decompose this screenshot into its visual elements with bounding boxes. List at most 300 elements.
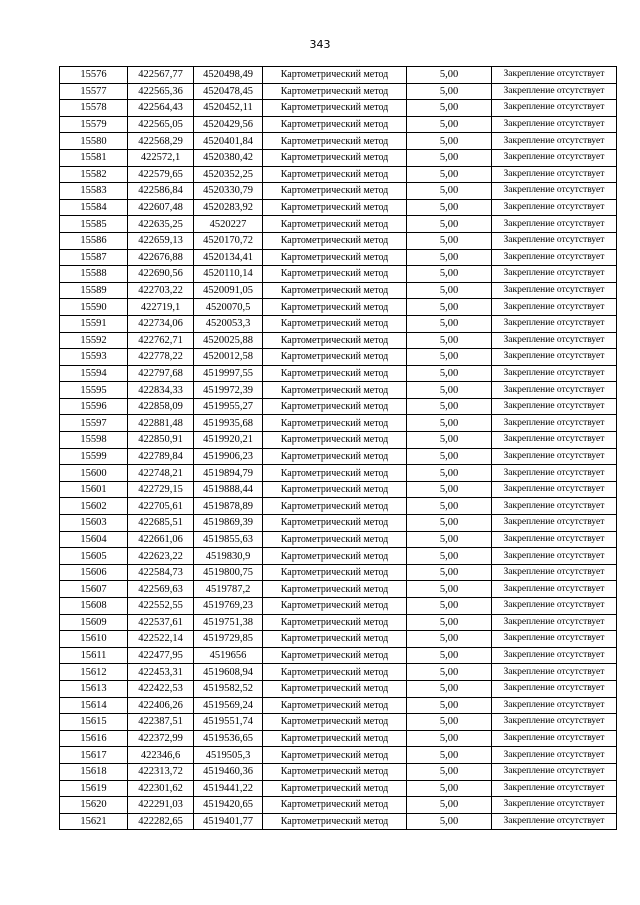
accuracy-cell: 5,00	[407, 199, 492, 216]
accuracy-cell: 5,00	[407, 216, 492, 233]
accuracy-cell: 5,00	[407, 349, 492, 366]
method-cell: Картометрический метод	[263, 183, 407, 200]
y-coordinate-cell: 4520380,42	[194, 149, 263, 166]
table-row	[60, 432, 617, 449]
point-number-cell: 15610	[60, 631, 128, 648]
y-coordinate-cell: 4520170,72	[194, 232, 263, 249]
x-coordinate-cell: 422579,65	[128, 166, 194, 183]
fixation-status-cell: Закрепление отсутствует	[492, 548, 617, 565]
point-number-cell: 15580	[60, 133, 128, 150]
method-cell: Картометрический метод	[263, 432, 407, 449]
method-cell: Картометрический метод	[263, 697, 407, 714]
accuracy-cell: 5,00	[407, 780, 492, 797]
point-number-cell: 15605	[60, 548, 128, 565]
table-row	[60, 415, 617, 432]
y-coordinate-cell: 4519441,22	[194, 780, 263, 797]
fixation-status-cell: Закрепление отсутствует	[492, 299, 617, 316]
x-coordinate-cell: 422584,73	[128, 564, 194, 581]
table-row	[60, 763, 617, 780]
y-coordinate-cell: 4519505,3	[194, 747, 263, 764]
method-cell: Картометрический метод	[263, 448, 407, 465]
method-cell: Картометрический метод	[263, 531, 407, 548]
table-row	[60, 199, 617, 216]
y-coordinate-cell: 4519800,75	[194, 564, 263, 581]
x-coordinate-cell: 422685,51	[128, 515, 194, 532]
fixation-status-cell: Закрепление отсутствует	[492, 647, 617, 664]
x-coordinate-cell: 422797,68	[128, 365, 194, 382]
point-number-cell: 15617	[60, 747, 128, 764]
x-coordinate-cell: 422537,61	[128, 614, 194, 631]
accuracy-cell: 5,00	[407, 747, 492, 764]
accuracy-cell: 5,00	[407, 282, 492, 299]
table-row	[60, 116, 617, 133]
accuracy-cell: 5,00	[407, 647, 492, 664]
fixation-status-cell: Закрепление отсутствует	[492, 498, 617, 515]
table-row	[60, 365, 617, 382]
point-number-cell: 15619	[60, 780, 128, 797]
point-number-cell: 15581	[60, 149, 128, 166]
fixation-status-cell: Закрепление отсутствует	[492, 266, 617, 283]
x-coordinate-cell: 422567,77	[128, 67, 194, 84]
table-row	[60, 680, 617, 697]
accuracy-cell: 5,00	[407, 664, 492, 681]
fixation-status-cell: Закрепление отсутствует	[492, 730, 617, 747]
method-cell: Картометрический метод	[263, 631, 407, 648]
table-row	[60, 166, 617, 183]
y-coordinate-cell: 4519955,27	[194, 398, 263, 415]
fixation-status-cell: Закрепление отсутствует	[492, 133, 617, 150]
x-coordinate-cell: 422858,09	[128, 398, 194, 415]
point-number-cell: 15587	[60, 249, 128, 266]
y-coordinate-cell: 4519935,68	[194, 415, 263, 432]
fixation-status-cell: Закрепление отсутствует	[492, 349, 617, 366]
x-coordinate-cell: 422676,88	[128, 249, 194, 266]
y-coordinate-cell: 4520053,3	[194, 315, 263, 332]
method-cell: Картометрический метод	[263, 647, 407, 664]
accuracy-cell: 5,00	[407, 797, 492, 814]
fixation-status-cell: Закрепление отсутствует	[492, 83, 617, 100]
point-number-cell: 15591	[60, 315, 128, 332]
accuracy-cell: 5,00	[407, 116, 492, 133]
point-number-cell: 15599	[60, 448, 128, 465]
accuracy-cell: 5,00	[407, 183, 492, 200]
table-row	[60, 465, 617, 482]
method-cell: Картометрический метод	[263, 498, 407, 515]
point-number-cell: 15578	[60, 100, 128, 117]
point-number-cell: 15611	[60, 647, 128, 664]
accuracy-cell: 5,00	[407, 67, 492, 84]
point-number-cell: 15596	[60, 398, 128, 415]
fixation-status-cell: Закрепление отсутствует	[492, 631, 617, 648]
x-coordinate-cell: 422729,15	[128, 481, 194, 498]
method-cell: Картометрический метод	[263, 465, 407, 482]
y-coordinate-cell: 4519855,63	[194, 531, 263, 548]
point-number-cell: 15579	[60, 116, 128, 133]
accuracy-cell: 5,00	[407, 581, 492, 598]
x-coordinate-cell: 422607,48	[128, 199, 194, 216]
fixation-status-cell: Закрепление отсутствует	[492, 315, 617, 332]
table-row	[60, 349, 617, 366]
fixation-status-cell: Закрепление отсутствует	[492, 100, 617, 117]
point-number-cell: 15577	[60, 83, 128, 100]
y-coordinate-cell: 4520110,14	[194, 266, 263, 283]
x-coordinate-cell: 422690,56	[128, 266, 194, 283]
y-coordinate-cell: 4519536,65	[194, 730, 263, 747]
table-row	[60, 216, 617, 233]
x-coordinate-cell: 422703,22	[128, 282, 194, 299]
accuracy-cell: 5,00	[407, 481, 492, 498]
y-coordinate-cell: 4520498,49	[194, 67, 263, 84]
y-coordinate-cell: 4519878,89	[194, 498, 263, 515]
method-cell: Картометрический метод	[263, 83, 407, 100]
table-row	[60, 100, 617, 117]
accuracy-cell: 5,00	[407, 498, 492, 515]
method-cell: Картометрический метод	[263, 133, 407, 150]
accuracy-cell: 5,00	[407, 415, 492, 432]
table-row	[60, 664, 617, 681]
x-coordinate-cell: 422586,84	[128, 183, 194, 200]
method-cell: Картометрический метод	[263, 315, 407, 332]
method-cell: Картометрический метод	[263, 249, 407, 266]
method-cell: Картометрический метод	[263, 166, 407, 183]
point-number-cell: 15614	[60, 697, 128, 714]
x-coordinate-cell: 422568,29	[128, 133, 194, 150]
accuracy-cell: 5,00	[407, 249, 492, 266]
method-cell: Картометрический метод	[263, 349, 407, 366]
y-coordinate-cell: 4519997,55	[194, 365, 263, 382]
table-row	[60, 548, 617, 565]
table-row	[60, 149, 617, 166]
accuracy-cell: 5,00	[407, 531, 492, 548]
fixation-status-cell: Закрепление отсутствует	[492, 216, 617, 233]
y-coordinate-cell: 4519551,74	[194, 714, 263, 731]
method-cell: Картометрический метод	[263, 365, 407, 382]
point-number-cell: 15615	[60, 714, 128, 731]
point-number-cell: 15586	[60, 232, 128, 249]
fixation-status-cell: Закрепление отсутствует	[492, 714, 617, 731]
method-cell: Картометрический метод	[263, 149, 407, 166]
accuracy-cell: 5,00	[407, 448, 492, 465]
x-coordinate-cell: 422291,03	[128, 797, 194, 814]
y-coordinate-cell: 4519420,65	[194, 797, 263, 814]
method-cell: Картометрический метод	[263, 730, 407, 747]
x-coordinate-cell: 422346,6	[128, 747, 194, 764]
point-number-cell: 15583	[60, 183, 128, 200]
point-number-cell: 15588	[60, 266, 128, 283]
method-cell: Картометрический метод	[263, 266, 407, 283]
x-coordinate-cell: 422453,31	[128, 664, 194, 681]
x-coordinate-cell: 422406,26	[128, 697, 194, 714]
accuracy-cell: 5,00	[407, 548, 492, 565]
point-number-cell: 15603	[60, 515, 128, 532]
accuracy-cell: 5,00	[407, 614, 492, 631]
point-number-cell: 15590	[60, 299, 128, 316]
method-cell: Картометрический метод	[263, 116, 407, 133]
y-coordinate-cell: 4520452,11	[194, 100, 263, 117]
accuracy-cell: 5,00	[407, 515, 492, 532]
accuracy-cell: 5,00	[407, 697, 492, 714]
table-row	[60, 631, 617, 648]
method-cell: Картометрический метод	[263, 763, 407, 780]
y-coordinate-cell: 4519729,85	[194, 631, 263, 648]
fixation-status-cell: Закрепление отсутствует	[492, 531, 617, 548]
y-coordinate-cell: 4520352,25	[194, 166, 263, 183]
point-number-cell: 15594	[60, 365, 128, 382]
point-number-cell: 15597	[60, 415, 128, 432]
fixation-status-cell: Закрепление отсутствует	[492, 515, 617, 532]
y-coordinate-cell: 4519888,44	[194, 481, 263, 498]
fixation-status-cell: Закрепление отсутствует	[492, 763, 617, 780]
accuracy-cell: 5,00	[407, 166, 492, 183]
method-cell: Картометрический метод	[263, 67, 407, 84]
fixation-status-cell: Закрепление отсутствует	[492, 116, 617, 133]
method-cell: Картометрический метод	[263, 199, 407, 216]
x-coordinate-cell: 422282,65	[128, 813, 194, 830]
accuracy-cell: 5,00	[407, 266, 492, 283]
table-row	[60, 730, 617, 747]
x-coordinate-cell: 422565,36	[128, 83, 194, 100]
fixation-status-cell: Закрепление отсутствует	[492, 365, 617, 382]
table-row	[60, 531, 617, 548]
y-coordinate-cell: 4520283,92	[194, 199, 263, 216]
accuracy-cell: 5,00	[407, 763, 492, 780]
y-coordinate-cell: 4519401,77	[194, 813, 263, 830]
fixation-status-cell: Закрепление отсутствует	[492, 432, 617, 449]
method-cell: Картометрический метод	[263, 548, 407, 565]
point-number-cell: 15607	[60, 581, 128, 598]
method-cell: Картометрический метод	[263, 714, 407, 731]
fixation-status-cell: Закрепление отсутствует	[492, 232, 617, 249]
table-row	[60, 498, 617, 515]
method-cell: Картометрический метод	[263, 598, 407, 615]
y-coordinate-cell: 4520070,5	[194, 299, 263, 316]
x-coordinate-cell: 422477,95	[128, 647, 194, 664]
point-number-cell: 15600	[60, 465, 128, 482]
method-cell: Картометрический метод	[263, 780, 407, 797]
accuracy-cell: 5,00	[407, 432, 492, 449]
accuracy-cell: 5,00	[407, 232, 492, 249]
table-row	[60, 714, 617, 731]
accuracy-cell: 5,00	[407, 398, 492, 415]
page-number: 343	[309, 38, 331, 51]
y-coordinate-cell: 4520330,79	[194, 183, 263, 200]
x-coordinate-cell: 422748,21	[128, 465, 194, 482]
y-coordinate-cell: 4519869,39	[194, 515, 263, 532]
method-cell: Картометрический метод	[263, 332, 407, 349]
method-cell: Картометрический метод	[263, 415, 407, 432]
coordinates-table	[59, 66, 617, 830]
method-cell: Картометрический метод	[263, 382, 407, 399]
fixation-status-cell: Закрепление отсутствует	[492, 747, 617, 764]
point-number-cell: 15592	[60, 332, 128, 349]
x-coordinate-cell: 422565,05	[128, 116, 194, 133]
table-row	[60, 647, 617, 664]
table-row	[60, 315, 617, 332]
point-number-cell: 15584	[60, 199, 128, 216]
y-coordinate-cell: 4520025,88	[194, 332, 263, 349]
method-cell: Картометрический метод	[263, 398, 407, 415]
accuracy-cell: 5,00	[407, 730, 492, 747]
y-coordinate-cell: 4520012,58	[194, 349, 263, 366]
fixation-status-cell: Закрепление отсутствует	[492, 199, 617, 216]
fixation-status-cell: Закрепление отсутствует	[492, 481, 617, 498]
accuracy-cell: 5,00	[407, 631, 492, 648]
method-cell: Картометрический метод	[263, 614, 407, 631]
accuracy-cell: 5,00	[407, 315, 492, 332]
x-coordinate-cell: 422705,61	[128, 498, 194, 515]
table-row	[60, 448, 617, 465]
fixation-status-cell: Закрепление отсутствует	[492, 282, 617, 299]
y-coordinate-cell: 4520134,41	[194, 249, 263, 266]
y-coordinate-cell: 4519751,38	[194, 614, 263, 631]
x-coordinate-cell: 422387,51	[128, 714, 194, 731]
x-coordinate-cell: 422719,1	[128, 299, 194, 316]
table-row	[60, 183, 617, 200]
point-number-cell: 15576	[60, 67, 128, 84]
x-coordinate-cell: 422661,06	[128, 531, 194, 548]
fixation-status-cell: Закрепление отсутствует	[492, 780, 617, 797]
y-coordinate-cell: 4520401,84	[194, 133, 263, 150]
x-coordinate-cell: 422734,06	[128, 315, 194, 332]
y-coordinate-cell: 4520429,56	[194, 116, 263, 133]
point-number-cell: 15593	[60, 349, 128, 366]
point-number-cell: 15612	[60, 664, 128, 681]
x-coordinate-cell: 422569,63	[128, 581, 194, 598]
method-cell: Картометрический метод	[263, 282, 407, 299]
accuracy-cell: 5,00	[407, 332, 492, 349]
point-number-cell: 15618	[60, 763, 128, 780]
y-coordinate-cell: 4519972,39	[194, 382, 263, 399]
point-number-cell: 15621	[60, 813, 128, 830]
fixation-status-cell: Закрепление отсутствует	[492, 149, 617, 166]
x-coordinate-cell: 422564,43	[128, 100, 194, 117]
accuracy-cell: 5,00	[407, 299, 492, 316]
method-cell: Картометрический метод	[263, 216, 407, 233]
x-coordinate-cell: 422522,14	[128, 631, 194, 648]
fixation-status-cell: Закрепление отсутствует	[492, 249, 617, 266]
table-row	[60, 382, 617, 399]
table-row	[60, 481, 617, 498]
fixation-status-cell: Закрепление отсутствует	[492, 614, 617, 631]
y-coordinate-cell: 4520478,45	[194, 83, 263, 100]
x-coordinate-cell: 422762,71	[128, 332, 194, 349]
table-row	[60, 332, 617, 349]
fixation-status-cell: Закрепление отсутствует	[492, 166, 617, 183]
table-row	[60, 133, 617, 150]
x-coordinate-cell: 422635,25	[128, 216, 194, 233]
accuracy-cell: 5,00	[407, 149, 492, 166]
point-number-cell: 15604	[60, 531, 128, 548]
method-cell: Картометрический метод	[263, 564, 407, 581]
y-coordinate-cell: 4519656	[194, 647, 263, 664]
y-coordinate-cell: 4519787,2	[194, 581, 263, 598]
table-row	[60, 232, 617, 249]
point-number-cell: 15608	[60, 598, 128, 615]
fixation-status-cell: Закрепление отсутствует	[492, 564, 617, 581]
fixation-status-cell: Закрепление отсутствует	[492, 415, 617, 432]
y-coordinate-cell: 4519460,36	[194, 763, 263, 780]
fixation-status-cell: Закрепление отсутствует	[492, 398, 617, 415]
y-coordinate-cell: 4519906,23	[194, 448, 263, 465]
fixation-status-cell: Закрепление отсутствует	[492, 598, 617, 615]
y-coordinate-cell: 4519769,23	[194, 598, 263, 615]
method-cell: Картометрический метод	[263, 232, 407, 249]
x-coordinate-cell: 422301,62	[128, 780, 194, 797]
y-coordinate-cell: 4519830,9	[194, 548, 263, 565]
x-coordinate-cell: 422659,13	[128, 232, 194, 249]
x-coordinate-cell: 422834,33	[128, 382, 194, 399]
point-number-cell: 15598	[60, 432, 128, 449]
table-row	[60, 564, 617, 581]
table-row	[60, 515, 617, 532]
method-cell: Картометрический метод	[263, 797, 407, 814]
point-number-cell: 15602	[60, 498, 128, 515]
point-number-cell: 15620	[60, 797, 128, 814]
accuracy-cell: 5,00	[407, 465, 492, 482]
method-cell: Картометрический метод	[263, 515, 407, 532]
point-number-cell: 15606	[60, 564, 128, 581]
method-cell: Картометрический метод	[263, 680, 407, 697]
x-coordinate-cell: 422850,91	[128, 432, 194, 449]
x-coordinate-cell: 422778,22	[128, 349, 194, 366]
fixation-status-cell: Закрепление отсутствует	[492, 448, 617, 465]
y-coordinate-cell: 4519920,21	[194, 432, 263, 449]
x-coordinate-cell: 422881,48	[128, 415, 194, 432]
table-row	[60, 67, 617, 84]
fixation-status-cell: Закрепление отсутствует	[492, 67, 617, 84]
fixation-status-cell: Закрепление отсутствует	[492, 680, 617, 697]
method-cell: Картометрический метод	[263, 299, 407, 316]
x-coordinate-cell: 422313,72	[128, 763, 194, 780]
point-number-cell: 15589	[60, 282, 128, 299]
y-coordinate-cell: 4520227	[194, 216, 263, 233]
fixation-status-cell: Закрепление отсутствует	[492, 664, 617, 681]
table-row	[60, 813, 617, 830]
fixation-status-cell: Закрепление отсутствует	[492, 332, 617, 349]
x-coordinate-cell: 422789,84	[128, 448, 194, 465]
fixation-status-cell: Закрепление отсутствует	[492, 697, 617, 714]
table-row	[60, 581, 617, 598]
x-coordinate-cell: 422572,1	[128, 149, 194, 166]
method-cell: Картометрический метод	[263, 581, 407, 598]
accuracy-cell: 5,00	[407, 100, 492, 117]
y-coordinate-cell: 4520091,05	[194, 282, 263, 299]
table-row	[60, 282, 617, 299]
point-number-cell: 15616	[60, 730, 128, 747]
y-coordinate-cell: 4519608,94	[194, 664, 263, 681]
accuracy-cell: 5,00	[407, 365, 492, 382]
point-number-cell: 15601	[60, 481, 128, 498]
accuracy-cell: 5,00	[407, 813, 492, 830]
method-cell: Картометрический метод	[263, 100, 407, 117]
accuracy-cell: 5,00	[407, 680, 492, 697]
table-row	[60, 747, 617, 764]
point-number-cell: 15609	[60, 614, 128, 631]
table-row	[60, 249, 617, 266]
point-number-cell: 15582	[60, 166, 128, 183]
table-row	[60, 797, 617, 814]
table-body	[60, 67, 617, 830]
accuracy-cell: 5,00	[407, 83, 492, 100]
y-coordinate-cell: 4519582,52	[194, 680, 263, 697]
method-cell: Картометрический метод	[263, 813, 407, 830]
point-number-cell: 15595	[60, 382, 128, 399]
fixation-status-cell: Закрепление отсутствует	[492, 813, 617, 830]
x-coordinate-cell: 422422,53	[128, 680, 194, 697]
y-coordinate-cell: 4519569,24	[194, 697, 263, 714]
y-coordinate-cell: 4519894,79	[194, 465, 263, 482]
fixation-status-cell: Закрепление отсутствует	[492, 382, 617, 399]
